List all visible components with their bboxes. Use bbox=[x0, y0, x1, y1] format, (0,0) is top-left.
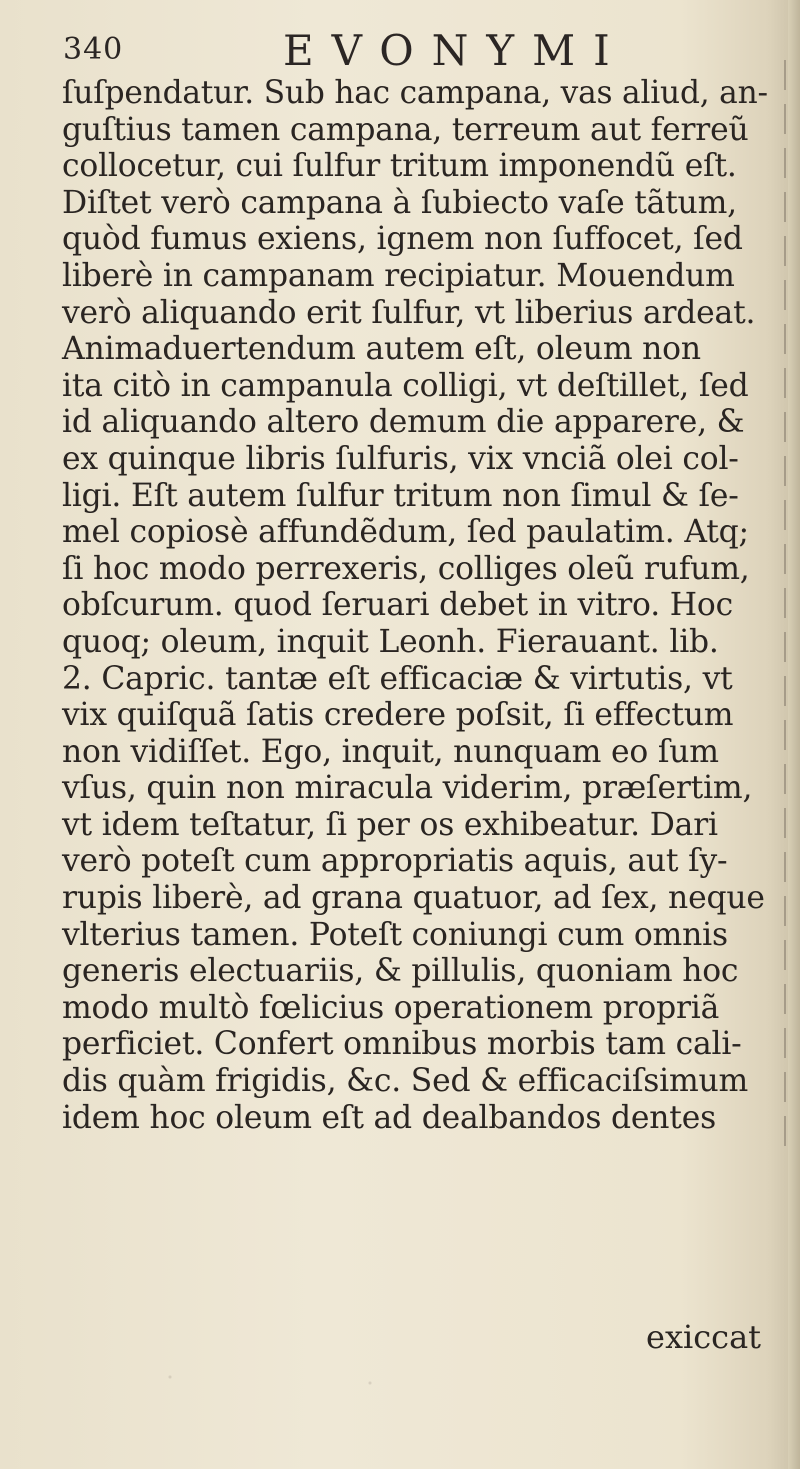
text-line: ligi. Eſt autem ſulfur tritum non ſimul & ſe- bbox=[62, 475, 739, 514]
text-line: idem hoc oleum eſt ad dealbandos dentes bbox=[62, 1097, 716, 1136]
paper-speckle bbox=[70, 1365, 570, 1395]
text-line: rupis liberè, ad grana quatuor, ad ſex, neque bbox=[62, 878, 765, 917]
running-head: EVONYMI bbox=[283, 26, 628, 75]
text-line: collocetur, cui ſulfur tritum imponendũ eſt. bbox=[62, 146, 737, 185]
text-line: ſuſpendatur. Sub hac campana, vas aliud, an- bbox=[62, 73, 768, 111]
text-line: vlterius tamen. Poteſt coniungi cum omnis bbox=[62, 914, 728, 953]
text-line: obſcurum. quod ſeruari debet in vitro. Hoc bbox=[62, 585, 734, 624]
text-line: verò poteſt cum appropriatis aquis, aut ſy- bbox=[62, 841, 728, 880]
text-line: 2. Capric. tantæ eſt efficaciæ & virtutis, vt bbox=[62, 658, 733, 697]
text-line: non vidiſſet. Ego, inquit, nunquam eo ſum bbox=[62, 731, 719, 770]
text-line: mel copiosè affundẽdum, ſed paulatim. Atq; bbox=[62, 512, 749, 551]
text-line: ſi hoc modo perrexeris, colliges oleũ rufum, bbox=[62, 548, 750, 587]
text-line: liberè in campanam recipiatur. Mouendum bbox=[62, 255, 735, 294]
text-line: vix quiſquã ſatis credere poſsit, ſi effectum bbox=[62, 695, 734, 734]
text-line: modo multò fœlicius operationem propriã bbox=[62, 987, 720, 1026]
catchword: exiccat bbox=[646, 1318, 761, 1356]
body-text bbox=[62, 74, 782, 1135]
text-line: guſtius tamen campana, terreum aut ferreũ bbox=[62, 109, 749, 148]
text-line: quoq; oleum, inquit Leonh. Fierauant. lib. bbox=[62, 621, 719, 660]
text-line: vſus, quin non miracula viderim, præſertim, bbox=[62, 768, 753, 807]
text-line: verò aliquando erit ſulfur, vt liberius ardeat. bbox=[62, 292, 756, 331]
text-line: quòd fumus exiens, ignem non ſuffocet, ſed bbox=[62, 219, 743, 258]
text-line: Animaduertendum autem eſt, oleum non bbox=[62, 329, 701, 368]
text-line: perficiet. Confert omnibus morbis tam cali- bbox=[62, 1024, 742, 1063]
page-header bbox=[63, 22, 743, 75]
facing-page-margin-line bbox=[784, 60, 786, 1160]
page-edge bbox=[788, 0, 800, 1469]
text-line: generis electuariis, & pillulis, quoniam hoc bbox=[62, 951, 739, 990]
text-line: id aliquando altero demum die apparere, & bbox=[62, 402, 745, 441]
page-number: 340 bbox=[63, 32, 124, 67]
text-line: Diſtet verò campana à ſubiecto vaſe tãtum, bbox=[62, 182, 737, 221]
text-line: ex quinque libris ſulfuris, vix vnciã olei col- bbox=[62, 438, 739, 477]
text-line: vt idem teſtatur, ſi per os exhibeatur. Dari bbox=[62, 804, 718, 843]
text-line: dis quàm frigidis, &c. Sed & efficaciſsimum bbox=[62, 1061, 749, 1100]
text-line: ita citò in campanula colligi, vt deſtillet, ſed bbox=[62, 365, 749, 404]
